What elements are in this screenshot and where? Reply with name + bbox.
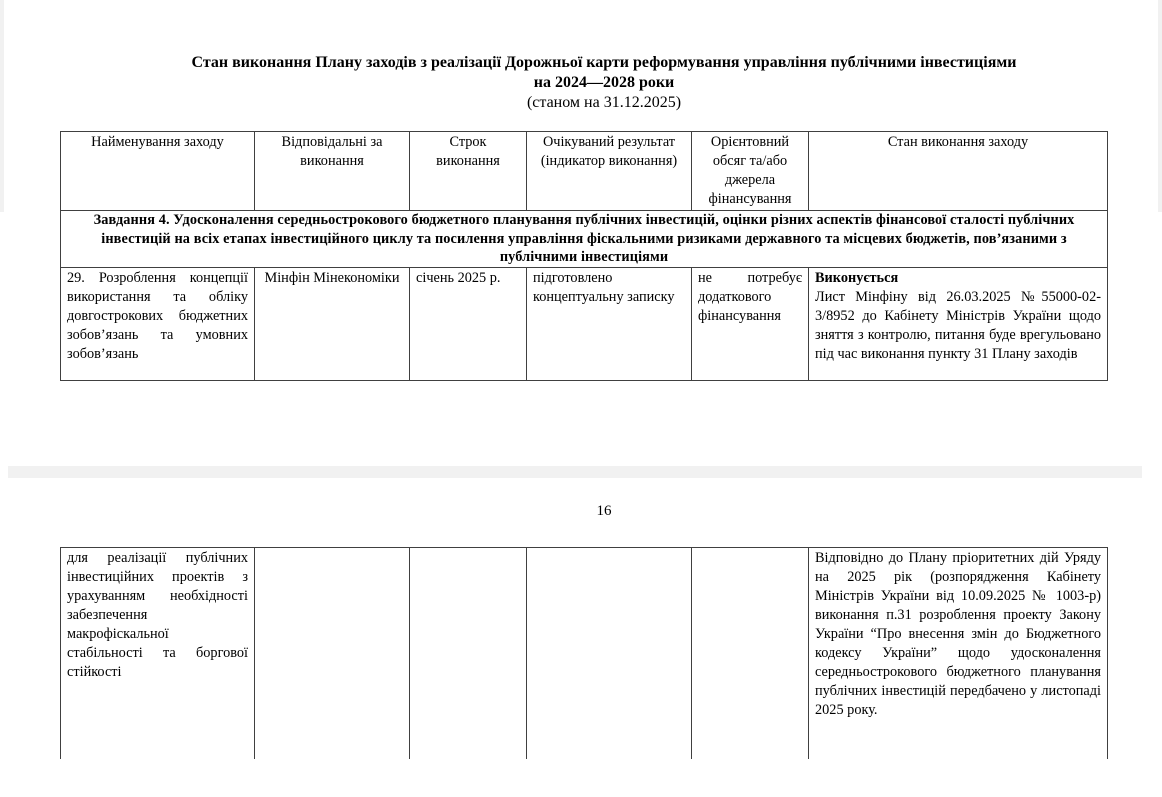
table-row xyxy=(61,548,1108,760)
task-heading-row xyxy=(61,211,1108,268)
measure-cell xyxy=(61,267,255,380)
deadline-cell: січень 2025 р. xyxy=(410,267,527,380)
expected-result-cell-continued xyxy=(527,548,692,760)
table-header-row xyxy=(61,132,1108,211)
title-line-1: Стан виконання Плану заходів з реалізації Дорожньої карти реформування управління публічними інвестиціями xyxy=(191,54,1017,71)
title-line-2: на 2024—2028 роки xyxy=(533,74,675,91)
header-expected-result: Очікуваний результат (індикатор виконання) xyxy=(527,132,692,211)
expected-result-cell: підготовлено концептуальну записку xyxy=(527,267,692,380)
header-financing: Орієнтовний обсяг та/або джерела фінансування xyxy=(692,132,809,211)
measure-cell-continued: для реалізації публічних інвестиційних проектів з урахуванням необхідності забезпечення макрофіскальної стабільності та боргової стійкості xyxy=(61,548,255,760)
status-cell xyxy=(809,267,1108,380)
deadline-cell-continued xyxy=(410,548,527,760)
title-date: (станом на 31.12.2025) xyxy=(526,94,682,111)
header-status: Стан виконання заходу xyxy=(809,132,1108,211)
measure-text: 29. Розроблення концепції використання та обліку довгострокових бюджетних зобов’язань та умовних зобов’язань xyxy=(67,269,248,362)
header-measure: Найменування заходу xyxy=(61,132,255,211)
financing-cell: не потребує додаткового фінансування xyxy=(692,267,809,380)
responsible-cell: Мінфін Мінекономіки xyxy=(255,267,410,380)
task-heading: Завдання 4. Удосконалення середньострокового бюджетного планування публічних інвестицій, оцінки різних аспектів фінансової сталості публічних інвестицій на всіх етапах інвестиційного циклу та посилення управління фіскальними ризиками державного та місцевих бюджетів, пов’язаними з публічними інвестиціями xyxy=(61,211,1108,268)
responsible-cell-continued xyxy=(255,548,410,760)
viewer-background-right xyxy=(1158,0,1162,212)
viewer-background-left xyxy=(0,0,4,212)
measures-table-continued xyxy=(60,547,1108,759)
page-separator xyxy=(8,466,1142,478)
status-text: Лист Мінфіну від 26.03.2025 №55000-02-3/8952 до Кабінету Міністрів України щодо зняття з контролю, питання буде врегульовано під час виконання пункту 31 Плану заходів xyxy=(815,288,1101,362)
header-responsible: Відповідальні за виконання xyxy=(255,132,410,211)
financing-cell-continued xyxy=(692,548,809,760)
page-number: 16 xyxy=(596,503,612,519)
status-label: Виконується xyxy=(815,269,899,286)
status-cell-continued: Відповідно до Плану пріоритетних дій Уряду на 2025 рік (розпорядження Кабінету Міністрів України від 10.09.2025 № 1003-р) виконання п.31 розроблення проекту Закону України “Про внесення змін до Бюджетного кодексу України” щодо удосконалення середньострокового бюджетного планування публічних інвестицій передбачено у листопаді 2025 року. xyxy=(809,548,1108,760)
measures-table xyxy=(60,131,1108,381)
document-title xyxy=(60,53,1148,113)
header-deadline: Строк виконання xyxy=(410,132,527,211)
table-row xyxy=(61,267,1108,380)
